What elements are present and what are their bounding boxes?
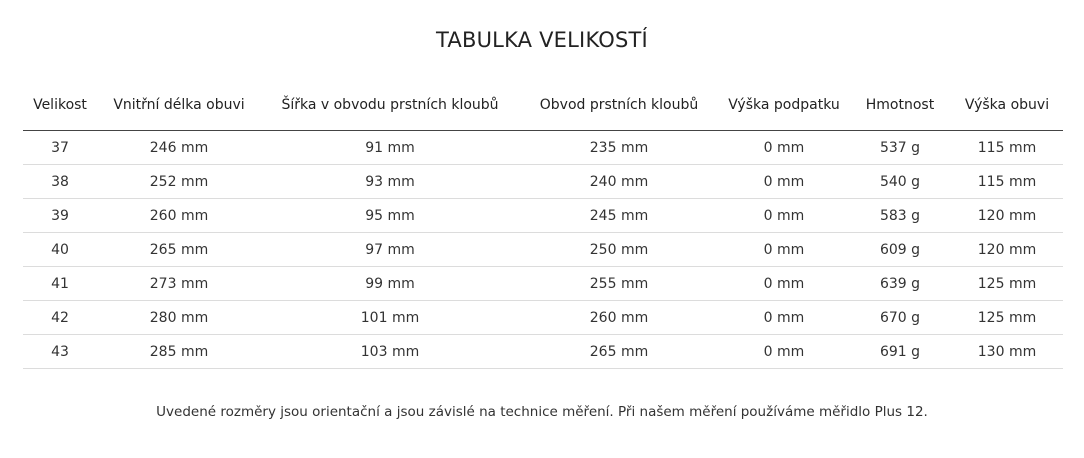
cell-knuckle-width: 91 mm <box>261 131 519 165</box>
table-row <box>23 335 1063 369</box>
cell-weight: 537 g <box>849 131 951 165</box>
cell-knuckle-width: 103 mm <box>261 335 519 369</box>
cell-heel-height: 0 mm <box>719 131 849 165</box>
cell-weight: 691 g <box>849 335 951 369</box>
cell-inner-length: 265 mm <box>97 233 261 267</box>
cell-shoe-height: 130 mm <box>951 335 1063 369</box>
measurement-note: Uvedené rozměry jsou orientační a jsou závislé na technice měření. Při našem měření používáme měřidlo Plus 12. <box>156 404 928 420</box>
cell-heel-height: 0 mm <box>719 267 849 301</box>
table-body <box>23 131 1063 369</box>
cell-size: 40 <box>23 233 97 267</box>
cell-shoe-height: 125 mm <box>951 301 1063 335</box>
cell-shoe-height: 120 mm <box>951 233 1063 267</box>
page-title: TABULKA VELIKOSTÍ <box>436 28 648 52</box>
cell-heel-height: 0 mm <box>719 301 849 335</box>
cell-knuckle-width: 95 mm <box>261 199 519 233</box>
cell-knuckle-width: 101 mm <box>261 301 519 335</box>
cell-heel-height: 0 mm <box>719 165 849 199</box>
cell-knuckle-width: 93 mm <box>261 165 519 199</box>
cell-size: 38 <box>23 165 97 199</box>
cell-inner-length: 273 mm <box>97 267 261 301</box>
cell-knuckle-circumference: 260 mm <box>519 301 719 335</box>
cell-knuckle-circumference: 265 mm <box>519 335 719 369</box>
cell-shoe-height: 115 mm <box>951 165 1063 199</box>
column-header-knuckle-circumference: Obvod prstních kloubů <box>519 80 719 131</box>
cell-weight: 639 g <box>849 267 951 301</box>
table-header-row <box>23 80 1063 131</box>
cell-shoe-height: 125 mm <box>951 267 1063 301</box>
cell-knuckle-width: 99 mm <box>261 267 519 301</box>
cell-heel-height: 0 mm <box>719 233 849 267</box>
cell-size: 37 <box>23 131 97 165</box>
cell-knuckle-circumference: 240 mm <box>519 165 719 199</box>
table-row <box>23 267 1063 301</box>
column-header-inner-length: Vnitřní délka obuvi <box>97 80 261 131</box>
table-row <box>23 233 1063 267</box>
cell-knuckle-circumference: 255 mm <box>519 267 719 301</box>
cell-weight: 609 g <box>849 233 951 267</box>
column-header-heel-height: Výška podpatku <box>719 80 849 131</box>
cell-inner-length: 260 mm <box>97 199 261 233</box>
cell-knuckle-circumference: 235 mm <box>519 131 719 165</box>
cell-inner-length: 246 mm <box>97 131 261 165</box>
cell-knuckle-circumference: 250 mm <box>519 233 719 267</box>
table-row <box>23 199 1063 233</box>
table-row <box>23 131 1063 165</box>
cell-weight: 540 g <box>849 165 951 199</box>
column-header-size: Velikost <box>23 80 97 131</box>
cell-knuckle-circumference: 245 mm <box>519 199 719 233</box>
cell-inner-length: 252 mm <box>97 165 261 199</box>
cell-inner-length: 280 mm <box>97 301 261 335</box>
column-header-weight: Hmotnost <box>849 80 951 131</box>
table-row <box>23 165 1063 199</box>
cell-heel-height: 0 mm <box>719 335 849 369</box>
cell-knuckle-width: 97 mm <box>261 233 519 267</box>
cell-weight: 583 g <box>849 199 951 233</box>
cell-size: 43 <box>23 335 97 369</box>
cell-weight: 670 g <box>849 301 951 335</box>
column-header-shoe-height: Výška obuvi <box>951 80 1063 131</box>
size-table <box>23 80 1063 369</box>
cell-heel-height: 0 mm <box>719 199 849 233</box>
cell-size: 42 <box>23 301 97 335</box>
column-header-knuckle-width: Šířka v obvodu prstních kloubů <box>261 80 519 131</box>
cell-shoe-height: 115 mm <box>951 131 1063 165</box>
cell-inner-length: 285 mm <box>97 335 261 369</box>
cell-shoe-height: 120 mm <box>951 199 1063 233</box>
cell-size: 41 <box>23 267 97 301</box>
cell-size: 39 <box>23 199 97 233</box>
table-row <box>23 301 1063 335</box>
